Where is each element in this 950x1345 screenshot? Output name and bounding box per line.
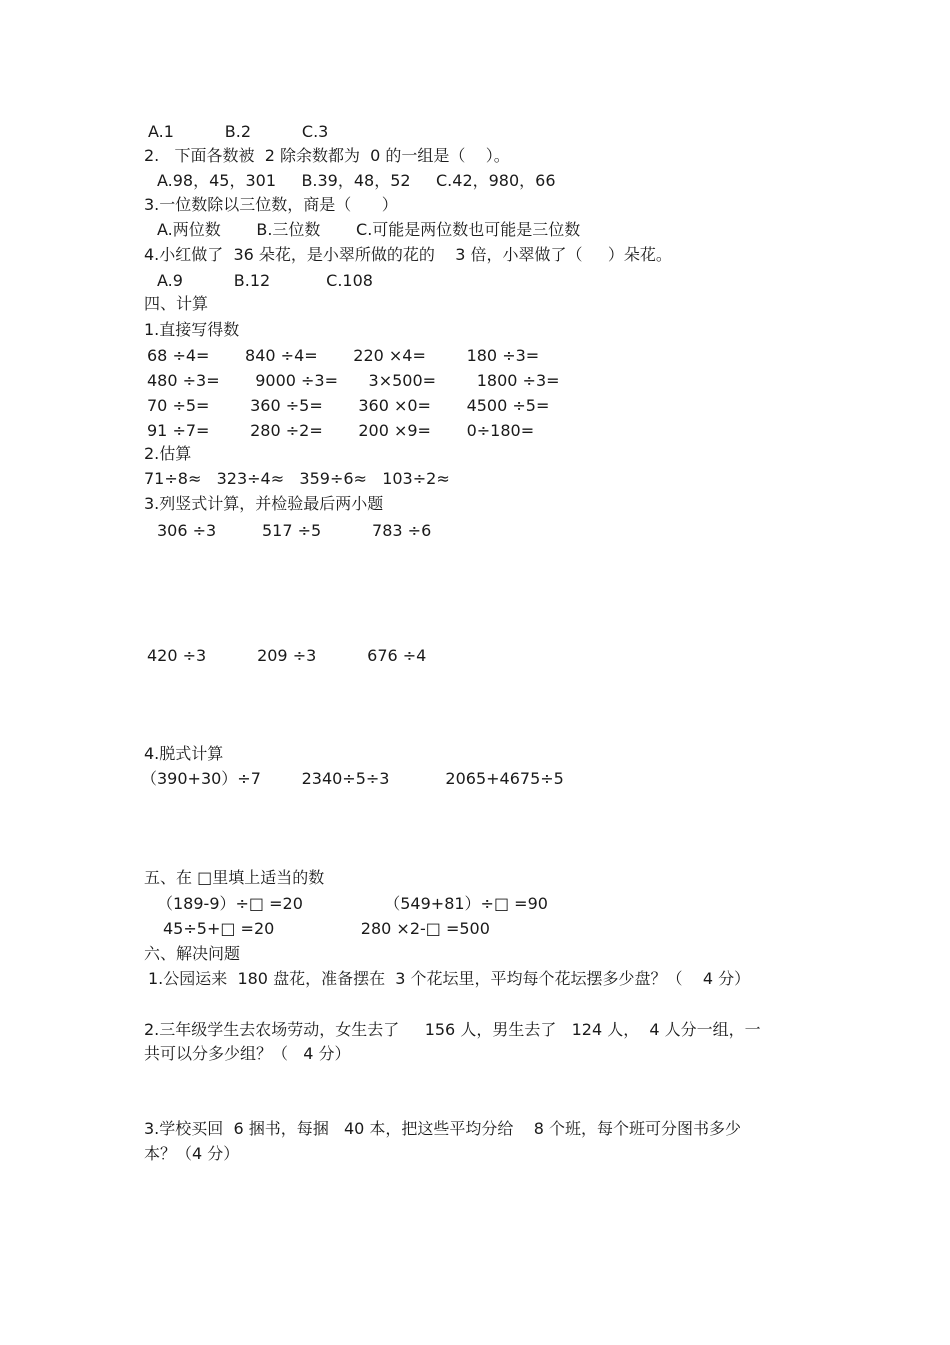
- text-line: 2.三年级学生去农场劳动，女生去了 156 人，男生去了 124 人， 4 人分一组，一: [144, 1020, 761, 1039]
- text-line: 共可以分多少组？（ 4 分）: [144, 1044, 351, 1063]
- text-line: A.98，45，301 B.39，48，52 C.42，980，66: [157, 171, 556, 190]
- text-line: （189-9）÷□ =20 （549+81）÷□ =90: [157, 894, 548, 913]
- text-line: 六、解决问题: [144, 944, 241, 963]
- text-line: 45÷5+□ =20 280 ×2-□ =500: [163, 919, 490, 938]
- text-line: 68 ÷4= 840 ÷4= 220 ×4= 180 ÷3=: [147, 346, 540, 365]
- text-line: 五、在 □里填上适当的数: [144, 868, 325, 887]
- text-line: 71÷8≈ 323÷4≈ 359÷6≈ 103÷2≈: [144, 469, 450, 488]
- text-line: 70 ÷5= 360 ÷5= 360 ×0= 4500 ÷5=: [147, 396, 550, 415]
- text-line: 480 ÷3= 9000 ÷3= 3×500= 1800 ÷3=: [147, 371, 560, 390]
- text-line: A.两位数 B.三位数 C.可能是两位数也可能是三位数: [157, 220, 581, 239]
- text-line: A.9 B.12 C.108: [157, 271, 373, 290]
- text-line: 本？（4 分）: [144, 1144, 240, 1163]
- text-line: 2. 下面各数被 2 除余数都为 0 的一组是（ ）。: [144, 146, 510, 165]
- text-line: 306 ÷3 517 ÷5 783 ÷6: [157, 521, 432, 540]
- text-line: （390+30）÷7 2340÷5÷3 2065+4675÷5: [141, 769, 564, 788]
- text-line: 4.脱式计算: [144, 744, 224, 763]
- text-line: 1.直接写得数: [144, 320, 240, 339]
- text-line: 420 ÷3 209 ÷3 676 ÷4: [147, 646, 427, 665]
- text-line: 3.学校买回 6 捆书，每捆 40 本，把这些平均分给 8 个班，每个班可分图书多少: [144, 1119, 742, 1138]
- text-line: 4.小红做了 36 朵花，是小翠所做的花的 3 倍，小翠做了（ ）朵花。: [144, 245, 672, 264]
- text-line: 3.列竖式计算，并检验最后两小题: [144, 494, 384, 513]
- text-line: 3.一位数除以三位数，商是（ ）: [144, 195, 398, 214]
- text-line: 91 ÷7= 280 ÷2= 200 ×9= 0÷180=: [147, 421, 535, 440]
- text-line: 四、计算: [144, 294, 209, 313]
- text-line: 2.估算: [144, 444, 192, 463]
- text-line: A.1 B.2 C.3: [148, 122, 329, 141]
- text-line: 1.公园运来 180 盘花，准备摆在 3 个花坛里，平均每个花坛摆多少盘？（ 4 分）: [148, 969, 751, 988]
